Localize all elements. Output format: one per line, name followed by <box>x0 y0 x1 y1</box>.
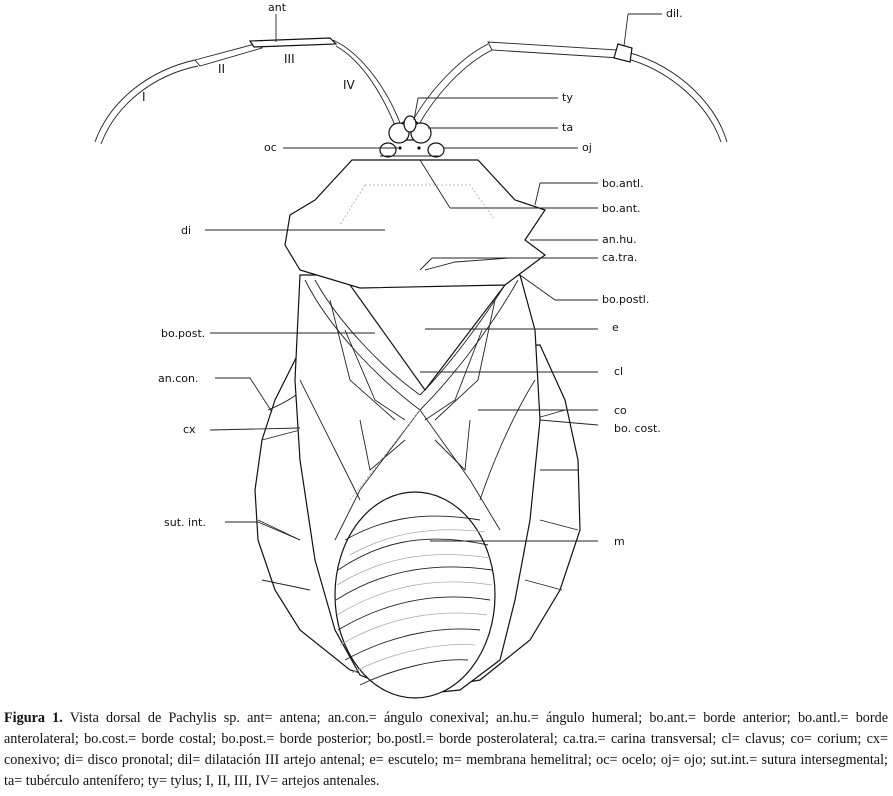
label-ca-tra: ca.tra. <box>602 251 638 264</box>
antenna-segment-IV: IV <box>343 78 355 92</box>
caption-prefix: Figura 1. <box>4 710 63 726</box>
right-eye <box>428 143 444 157</box>
label-dil: dil. <box>666 7 683 20</box>
membrane <box>335 492 495 698</box>
left-eye <box>380 143 396 157</box>
label-cl: cl <box>614 365 624 378</box>
label-ty: ty <box>562 91 573 104</box>
figure-caption <box>4 708 888 792</box>
label-oj: oj <box>582 141 592 154</box>
label-bo-post: bo.post. <box>161 327 206 340</box>
label-cx: cx <box>183 423 196 436</box>
label-bo-postl: bo.postl. <box>602 293 650 306</box>
label-oc: oc <box>264 141 277 154</box>
label-ant: ant <box>268 1 287 14</box>
label-ta: ta <box>562 121 574 134</box>
caption-text: Vista dorsal de Pachylis sp. ant= antena; an.con.= ángulo conexival; an.hu.= ángulo humeral; bo.ant.= borde anterior; bo.antl.= borde anterolateral; bo.cost.= borde costal; bo.post.= borde posterior; bo.postl.= borde posterolateral; ca.tra.= carina transversal; cl= clavus; co= corium; cx= conexivo; di= disco pronotal; dil= dilatación III artejo antenal; e= escutelo; m= membrana hemelitral; oc= ocelo; oj= ojo; sut.int.= sutura intersegmental; ta= tubérculo antenífero; ty= tylus; I, II, III, IV= artejos antenales. <box>4 710 888 789</box>
antenna-segment-I: I <box>142 90 146 104</box>
pronotum <box>285 160 545 288</box>
antenna-segment-II: II <box>218 62 226 76</box>
head <box>380 116 444 157</box>
antenna-segment-III: III <box>284 52 295 66</box>
label-bo-cost: bo. cost. <box>614 422 661 435</box>
label-sut-int: sut. int. <box>164 516 206 529</box>
label-bo-antl: bo.antl. <box>602 177 644 190</box>
label-bo-ant: bo.ant. <box>602 202 641 215</box>
label-an-hu: an.hu. <box>602 233 637 246</box>
label-an-con: an.con. <box>158 372 199 385</box>
label-m: m <box>614 535 625 548</box>
label-di: di <box>181 224 192 237</box>
label-co: co <box>614 404 627 417</box>
label-e: e <box>612 321 619 334</box>
